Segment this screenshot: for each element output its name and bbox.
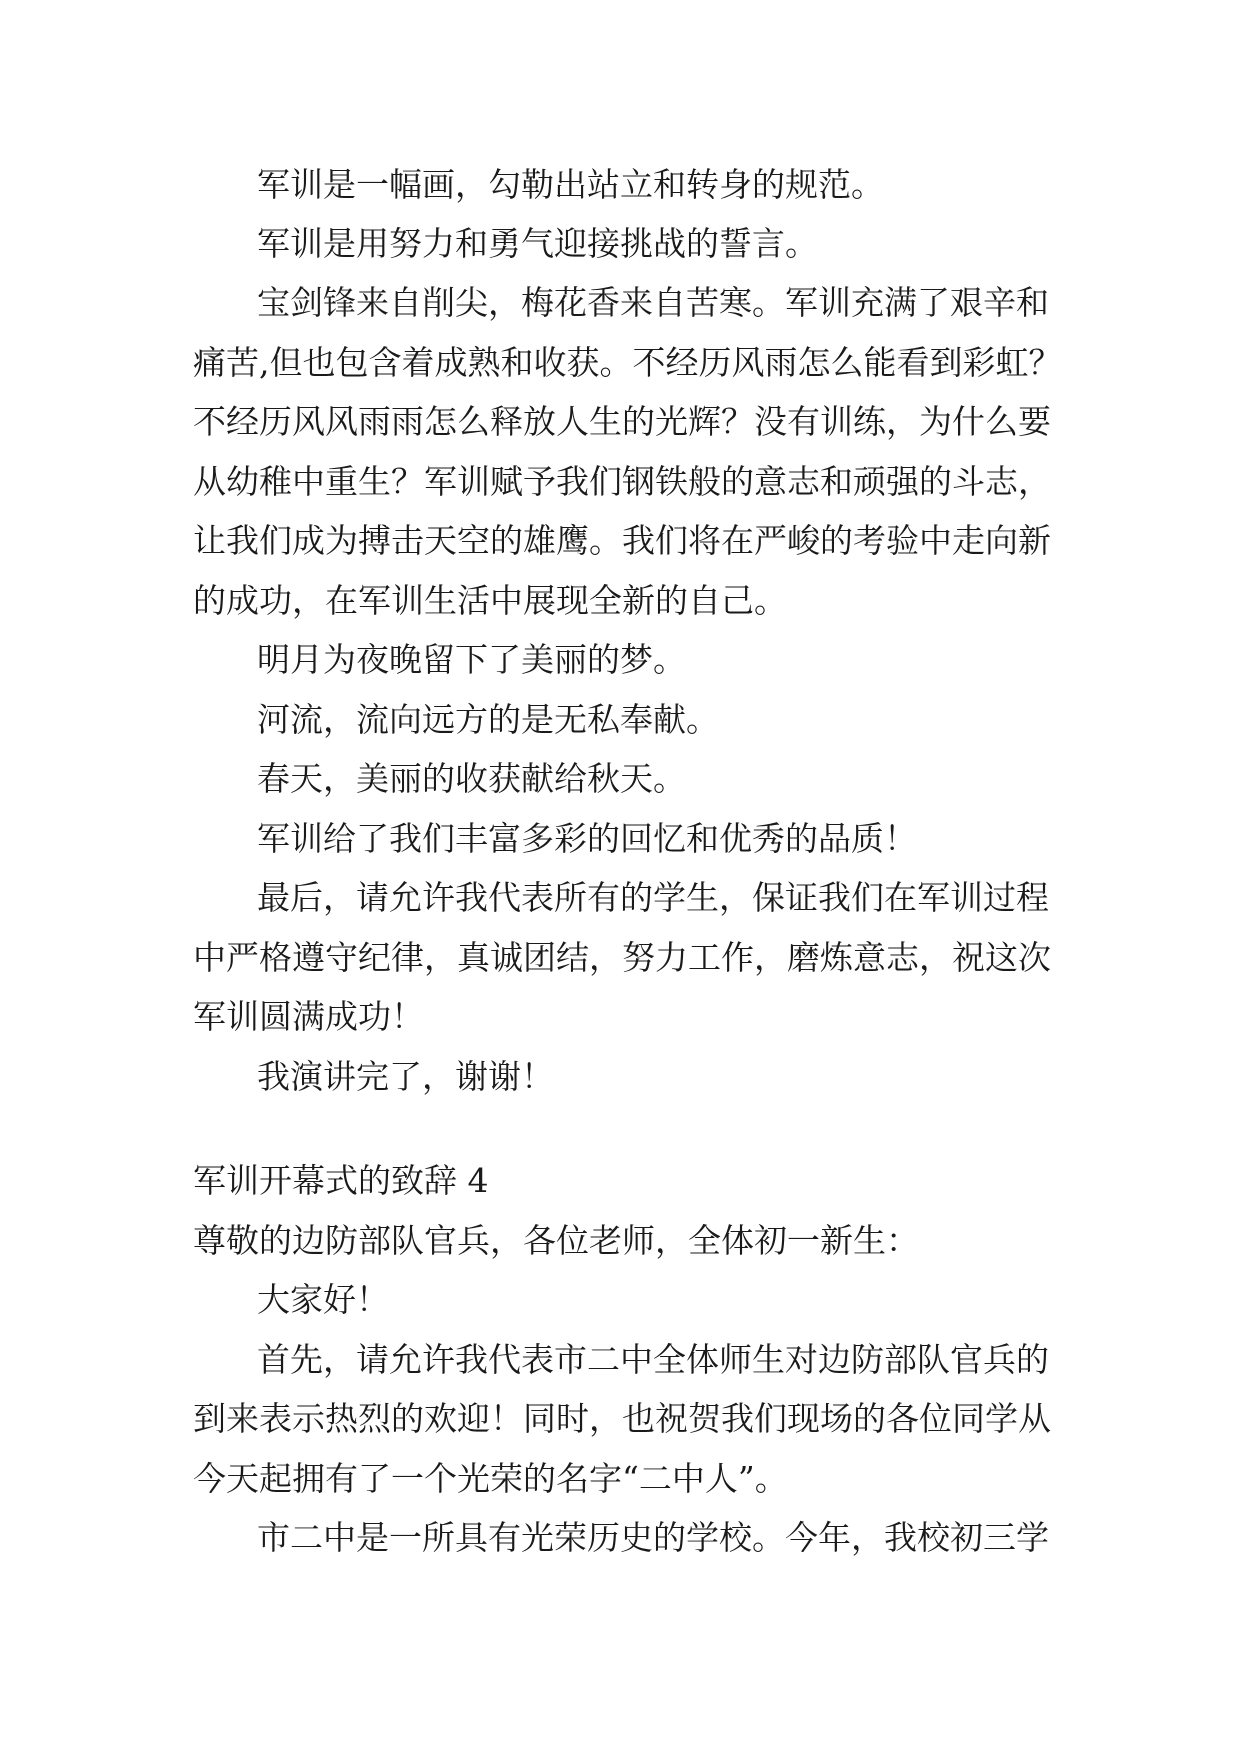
paragraph-line: 首先，请允许我代表市二中全体师生对边防部队官兵的 xyxy=(257,1340,1049,1379)
paragraph-line: 从幼稚中重生？军训赋予我们钢铁般的意志和顽强的斗志， xyxy=(193,462,1051,501)
section-title: 军训开幕式的致辞 4 xyxy=(193,1161,489,1200)
salutation: 尊敬的边防部队官兵，各位老师，全体初一新生： xyxy=(193,1221,919,1260)
paragraph-line: 让我们成为搏击天空的雄鹰。我们将在严峻的考验中走向新 xyxy=(193,521,1051,560)
paragraph-line: 的成功，在军训生活中展现全新的自己。 xyxy=(193,581,787,620)
paragraph-line: 河流，流向远方的是无私奉献。 xyxy=(257,700,719,739)
greeting: 大家好！ xyxy=(257,1280,389,1319)
paragraph-line: 宝剑锋来自削尖，梅花香来自苦寒。军训充满了艰辛和 xyxy=(257,283,1049,322)
paragraph-line: 春天，美丽的收获献给秋天。 xyxy=(257,759,686,798)
paragraph-line: 市二中是一所具有光荣历史的学校。今年，我校初三学 xyxy=(257,1518,1049,1557)
paragraph-line: 痛苦,但也包含着成熟和收获。不经历风雨怎么能看到彩虹？ xyxy=(193,343,1062,382)
paragraph-line: 中严格遵守纪律，真诚团结，努力工作，磨炼意志，祝这次 xyxy=(193,938,1051,977)
paragraph-line: 明月为夜晚留下了美丽的梦。 xyxy=(257,640,686,679)
paragraph-line: 军训是用努力和勇气迎接挑战的誓言。 xyxy=(257,224,818,263)
paragraph-line: 我演讲完了，谢谢！ xyxy=(257,1057,554,1096)
paragraph-line: 最后，请允许我代表所有的学生，保证我们在军训过程 xyxy=(257,878,1049,917)
paragraph-line: 不经历风风雨雨怎么释放人生的光辉？没有训练，为什么要 xyxy=(193,402,1051,441)
paragraph-line: 到来表示热烈的欢迎！同时，也祝贺我们现场的各位同学从 xyxy=(193,1399,1051,1438)
paragraph-line: 军训是一幅画，勾勒出站立和转身的规范。 xyxy=(257,165,884,204)
paragraph-line: 今天起拥有了一个光荣的名字“二中人”。 xyxy=(193,1459,788,1498)
paragraph-line: 军训圆满成功！ xyxy=(193,997,424,1036)
paragraph-line: 军训给了我们丰富多彩的回忆和优秀的品质！ xyxy=(257,819,917,858)
